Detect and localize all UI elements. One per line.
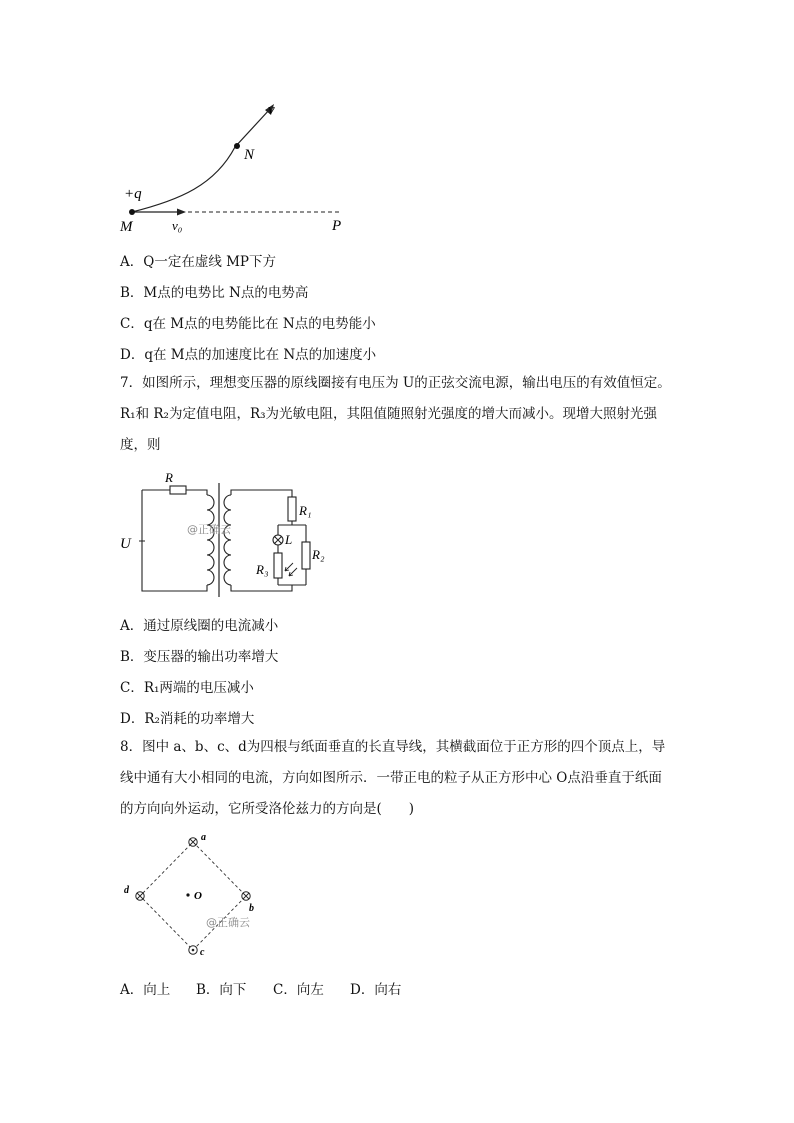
label-d: d bbox=[124, 885, 129, 896]
wire-c-out-of-page-icon bbox=[189, 946, 197, 954]
q6-option-b[interactable]: B．M点的电势比 N点的电势高 bbox=[120, 285, 309, 301]
q8-stem-line-2: 线中通有大小相同的电流，方向如图所示．一带正电的粒子从正方形中心 O点沿垂直于纸面 bbox=[120, 770, 662, 786]
secondary-coil bbox=[224, 495, 231, 585]
wire-b-into-page-icon bbox=[242, 892, 250, 900]
resistor-r2 bbox=[302, 542, 310, 569]
label-p: P bbox=[332, 218, 342, 234]
q7-option-d[interactable]: D．R₂消耗的功率增大 bbox=[120, 711, 255, 727]
primary-coil bbox=[207, 495, 214, 585]
label-c: c bbox=[200, 947, 205, 958]
q7-stem-line-1: 7．如图所示，理想变压器的原线圈接有电压为 U的正弦交流电源，输出电压的有效值恒定。 bbox=[120, 375, 671, 391]
label-q: +q bbox=[124, 186, 142, 202]
watermark-q8: @正确云 bbox=[206, 916, 250, 929]
q6-option-d[interactable]: D．q在 M点的加速度比在 N点的加速度小 bbox=[120, 347, 377, 363]
q6-option-c[interactable]: C．q在 M点的电势能比在 N点的电势能小 bbox=[120, 316, 376, 332]
label-v: v bbox=[268, 102, 275, 118]
label-n: N bbox=[244, 147, 255, 163]
label-r: R bbox=[165, 470, 173, 485]
label-a: a bbox=[201, 832, 206, 843]
label-r3: R₃ bbox=[256, 562, 269, 577]
q8-stem-line-3: 的方向向外运动，它所受洛伦兹力的方向是( ) bbox=[120, 801, 415, 817]
label-b: b bbox=[249, 903, 254, 914]
q8-option-a[interactable]: A．向上 bbox=[120, 982, 171, 998]
point-m bbox=[129, 209, 135, 215]
trajectory-figure bbox=[110, 95, 370, 240]
light-arrows bbox=[285, 563, 297, 576]
resistor-r3 bbox=[274, 553, 282, 578]
watermark-q7: @正确云 bbox=[187, 523, 231, 536]
q7-option-c[interactable]: C．R₁两端的电压减小 bbox=[120, 680, 254, 696]
square-wires-figure bbox=[118, 828, 268, 963]
primary-wire bbox=[142, 490, 207, 591]
v0-arrowhead bbox=[177, 209, 186, 216]
label-r1: R₁ bbox=[299, 503, 312, 518]
q7-stem-line-3: 度，则 bbox=[120, 437, 161, 453]
q8-option-d[interactable]: D．向右 bbox=[350, 982, 402, 998]
label-u: U bbox=[120, 536, 131, 552]
point-n bbox=[234, 143, 240, 149]
label-l: L bbox=[285, 532, 293, 547]
q7-option-b[interactable]: B．变压器的输出功率增大 bbox=[120, 649, 279, 665]
q8-option-b[interactable]: B．向下 bbox=[196, 982, 247, 998]
q6-option-a[interactable]: A．Q一定在虚线 MP下方 bbox=[120, 254, 277, 270]
label-m: M bbox=[120, 219, 133, 235]
resistor-r bbox=[170, 486, 186, 494]
q8-option-c[interactable]: C．向左 bbox=[273, 982, 324, 998]
label-r2: R₂ bbox=[312, 547, 325, 562]
wire-a-into-page-icon bbox=[189, 838, 197, 846]
square-outline bbox=[140, 842, 246, 950]
ac-source bbox=[139, 538, 145, 545]
label-v0: v₀ bbox=[172, 218, 183, 233]
resistor-r1 bbox=[288, 497, 296, 521]
q8-stem-line-1: 8．图中 a、b、c、d为四根与纸面垂直的长直导线，其横截面位于正方形的四个顶点上，导 bbox=[120, 739, 666, 755]
q7-stem-line-2: R₁和 R₂为定值电阻，R₃为光敏电阻，其阻值随照射光强度的增大而减小。现增大照射光强 bbox=[120, 406, 658, 422]
q7-option-a[interactable]: A．通过原线圈的电流减小 bbox=[120, 618, 279, 634]
center-point-o bbox=[186, 893, 189, 896]
label-o: O bbox=[194, 890, 202, 902]
transformer-circuit-figure bbox=[115, 465, 345, 600]
wire-d-into-page-icon bbox=[136, 892, 144, 900]
